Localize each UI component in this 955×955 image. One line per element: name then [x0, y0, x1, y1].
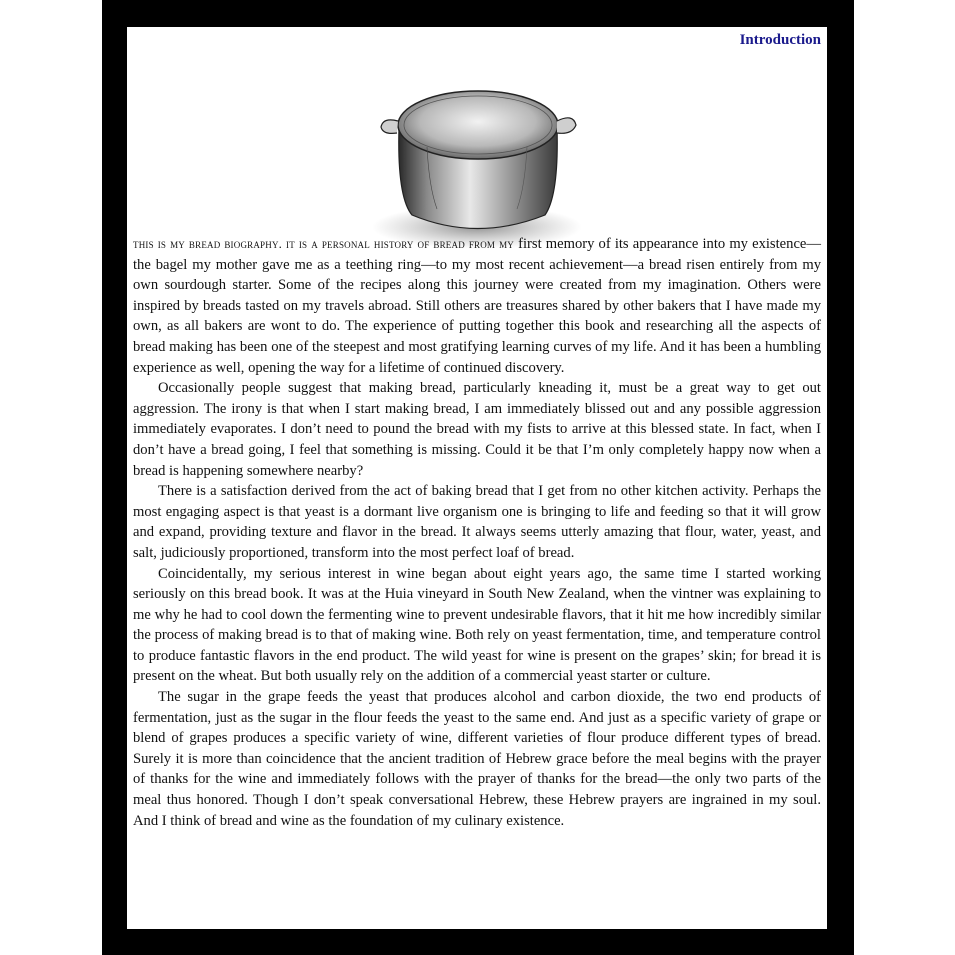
body-text	[133, 234, 821, 831]
book-page	[127, 27, 827, 929]
paragraph: Coincidentally, my serious interest in wine began about eight years ago, the same time I started working seriously on this bread book. It was at the Huia vineyard in South New Zealand, when the vintner was explaining to me why he had to cool down the fermenting wine to prevent undesirable flavors, that it hit me how incredibly similar the process of making bread is to that of making wine. Both rely on yeast fermentation, time, and temperature control to produce fantastic flavors in the end product. The wild yeast for wine is present on the grapes’ skin; for bread it is present on the wheat. But both usually rely on the addition of a commercial yeast starter or culture.	[133, 565, 821, 685]
paragraph: Occasionally people suggest that making bread, particularly kneading it, must be a great way to get out aggression. The irony is that when I start making bread, I am immediately blissed out and any possible aggression immediately evaporates. I don’t need to pound the bread with my fists to arrive at this blessed state. In fact, when I don’t have a bread going, I feel that something is missing. Could it be that I’m only completely happy now when a bread is happening somewhere nearby?	[133, 380, 821, 479]
section-title: Introduction	[739, 32, 821, 48]
paragraph	[133, 234, 821, 378]
lead-in-smallcaps: this is my bread biography. it is a personal history of bread from my	[133, 236, 514, 251]
paragraph: The sugar in the grape feeds the yeast that produces alcohol and carbon dioxide, the two end products of fermentation, just as the sugar in the flour feeds the yeast to the same end. And just as a specific variety of grape or blend of grapes produces a specific variety of wine, different varieties of flour produce different types of bread. Surely it is more than coincidence that the ancient tradition of Hebrew grace before the meal begins with the prayer of thanks for the wine and immediately follows with the prayer of thanks for the bread—the only two parts of the meal thus honored. Though I don’t speak conversational Hebrew, these Hebrew prayers are ingrained in my soul. And I think of bread and wine as the foundation of my culinary existence.	[133, 689, 821, 829]
paragraph-text: first memory of its appearance into my existence—the bagel my mother gave me as a teething ring—to my most recent achievement—a bread risen entirely from my own sourdough starter. Some of the recipes along this journey were created from my imagination. Others were inspired by breads tasted on my travels abroad. Still others are treasures shared by other bakers that I have made my own, as all bakers are wont to do. The experience of putting together this book and researching all the aspects of bread making has been one of the steepest and most gratifying learning curves of my life. And it has been a humbling experience as well, opening the way for a lifetime of continued discovery.	[133, 236, 821, 376]
paragraph: There is a satisfaction derived from the act of baking bread that I get from no other kitchen activity. Perhaps the most engaging aspect is that yeast is a dormant live organism one is bringing to life and feeding so that it will grow and expand, providing texture and flavor in the bread. It always seems utterly amazing that flour, water, yeast, and salt, judiciously proportioned, transform into the most perfect loaf of bread.	[133, 483, 821, 561]
bread-bowl-icon	[367, 77, 587, 252]
